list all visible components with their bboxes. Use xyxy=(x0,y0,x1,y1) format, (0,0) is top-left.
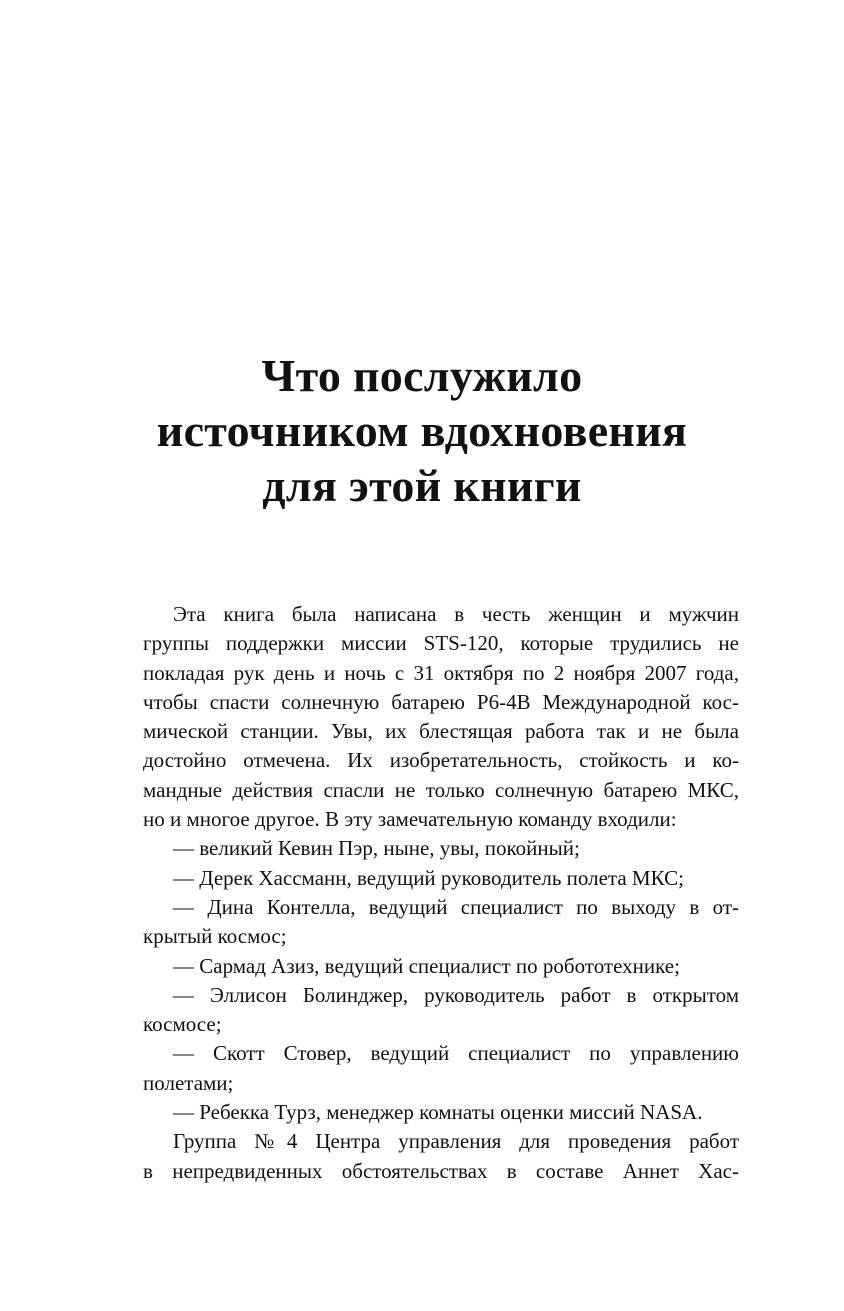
text-line: достойно отмечена. Их изобретательность, стойкость и ко- xyxy=(143,748,739,773)
text-line: — Скотт Стовер, ведущий специалист по управлению xyxy=(173,1041,739,1066)
text-line: — Дерек Хассманн, ведущий руководитель полета МКС; xyxy=(173,865,684,890)
text-line: крытый космос; xyxy=(143,924,287,949)
text-line: мандные действия спасли не только солнечную батарею МКС, xyxy=(143,777,739,802)
chapter-title-line-3: для этой книги xyxy=(262,460,582,511)
text-line: чтобы спасти солнечную батарею P6-4B Международной кос- xyxy=(143,689,739,714)
text-line: Эта книга была написана в честь женщин и мужчин xyxy=(173,602,739,626)
text-line: — Сармад Азиз, ведущий специалист по робототехнике; xyxy=(173,953,680,978)
text-line: покладая рук день и ночь с 31 октября по 2 ноября 2007 года, xyxy=(143,660,739,685)
text-line: Группа №4 Центра управления для проведения работ xyxy=(173,1129,739,1154)
chapter-title xyxy=(100,348,744,513)
text-line: мической станции. Увы, их блестящая работа так и не была xyxy=(143,719,739,744)
text-line: — Эллисон Болинджер, руководитель работ в открытом xyxy=(173,982,739,1007)
chapter-title-line-2: источником вдохновения xyxy=(156,405,688,456)
text-line: — великий Кевин Пэр, ныне, увы, покойный; xyxy=(173,836,580,861)
chapter-title-line-1: Что послужило xyxy=(261,350,583,401)
text-line: но и многое другое. В эту замечательную команду входили: xyxy=(143,807,677,832)
text-line: в непредвиденных обстоятельствах в составе Аннет Хас- xyxy=(143,1158,739,1183)
text-line: — Дина Контелла, ведущий специалист по выходу в от- xyxy=(173,894,739,919)
text-line: — Ребекка Турз, менеджер комнаты оценки миссий NASA. xyxy=(173,1100,703,1125)
text-line: группы поддержки миссии STS-120, которые трудились не xyxy=(143,631,739,656)
body-text xyxy=(143,600,739,1186)
text-line: космосе; xyxy=(143,1012,222,1037)
text-line: полетами; xyxy=(143,1070,234,1095)
